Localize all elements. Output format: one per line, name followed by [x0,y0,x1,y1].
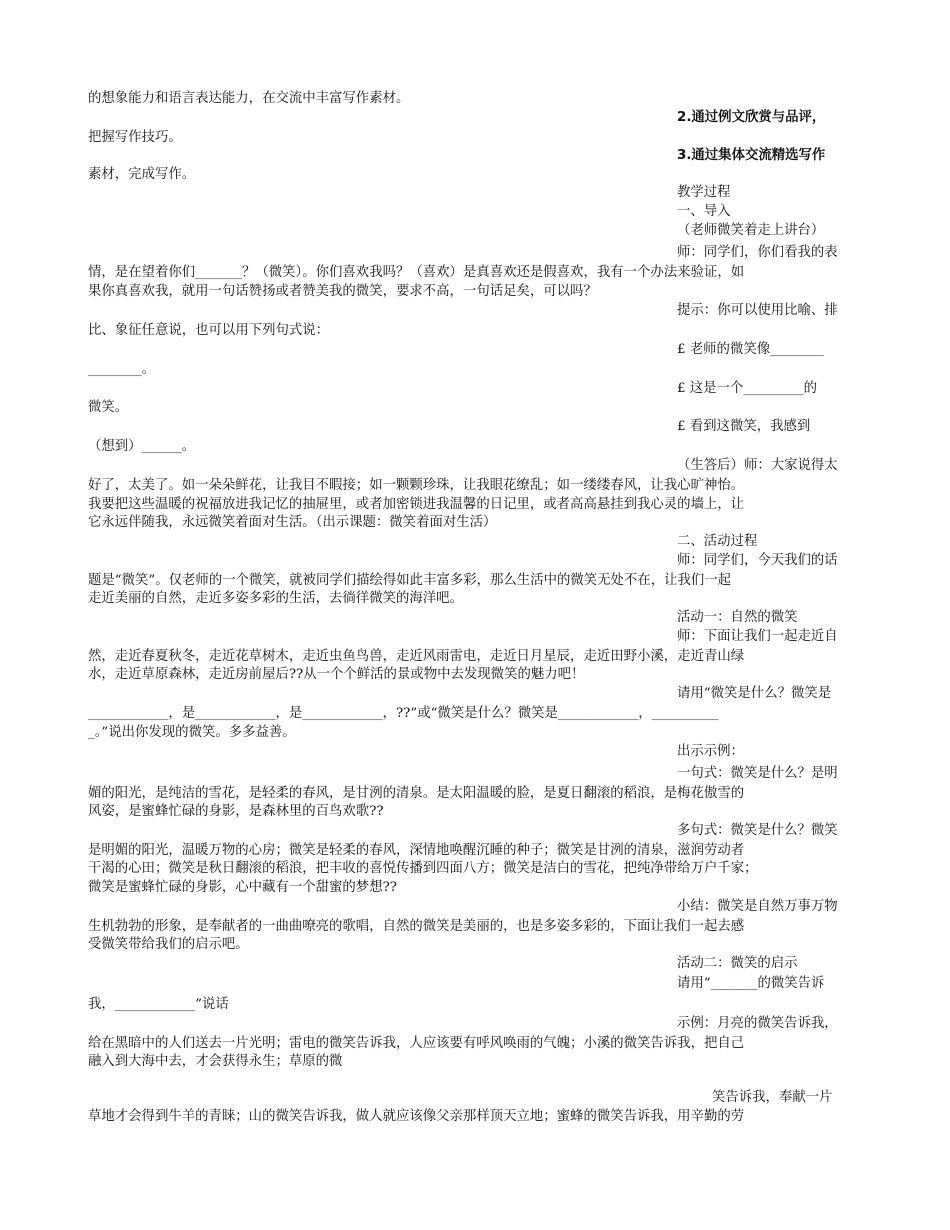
text-line: 师：同学们，今天我们的话 [677,553,838,568]
text-line: 我要把这些温暖的祝福放进我记忆的抽屉里，或者加密锁进我温馨的日记里，或者高高悬挂到我心灵的墙上，让 [88,497,745,512]
text-line: 提示：你可以使用比喻、排 [677,303,838,318]
text-line: 笑告诉我，奉献一片 [712,1090,833,1105]
bullet-line: £ 老师的微笑像________ [677,342,824,357]
activity-heading: 活动一：自然的微笑 [677,610,798,625]
text-line: 示例：月亮的微笑告诉我， [677,1016,838,1031]
objective-3: 3.通过集体交流精选写作 [677,148,826,163]
text-line: 小结：微笑是自然万事万物 [677,899,838,914]
text-line: 好了，太美了。如一朵朵鲜花，让我目不暇接；如一颗颗珍珠，让我眼花缭乱；如一缕缕春风，让我心旷神怡。 [88,478,745,493]
text-line: 它永远伴随我，永远微笑着面对生活。（出示课题：微笑着面对生活） [88,515,497,530]
text-line: 一句式：微笑是什么？是明 [677,766,838,781]
text-line: （想到）______。 [88,439,196,454]
text-line: 素材，完成写作。 [88,167,196,182]
text-line: 媚的阳光，是纯洁的雪花，是轻柔的春风，是甘洌的清泉。是太阳温暖的脸，是夏日翻滚的稻浪，是梅花傲雪的 [88,786,745,801]
text-line: 师：同学们，你们看我的表 [677,245,838,260]
text-line: 水，走近草原森林，走近房前屋后??从一个个鲜活的景或物中去发现微笑的魅力吧！ [88,667,585,682]
text-line: 风姿，是蜜蜂忙碌的身影，是森林里的百鸟欢歌?? [88,804,384,819]
text-line: （老师微笑着走上讲台） [677,223,825,238]
section-heading: 二、活动过程 [677,534,758,549]
text-line: 把握写作技巧。 [88,130,182,145]
text-line: 果你真喜欢我，就用一句话赞扬或者赞美我的微笑，要求不高，一句话足矣，可以吗？ [88,284,597,299]
text-line: 多句式：微笑是什么？微笑 [677,823,838,838]
text-line: 给在黑暗中的人们送去一片光明；雷电的微笑告诉我，人应该要有呼风唤雨的气魄；小溪的微笑告诉我，把自己 [88,1036,745,1051]
activity-heading: 活动二：微笑的启示 [677,956,798,971]
text-line: 融入到大海中去，才会获得永生；草原的微 [88,1054,343,1069]
section-heading: 教学过程 [677,185,731,200]
text-line: 是明媚的阳光，温暖万物的心房；微笑是轻柔的春风，深情地唤醒沉睡的种子；微笑是甘洌的清泉，滋润劳动者 [88,843,745,858]
bullet-line: £ 看到这微笑，我感到 [677,419,811,434]
text-line: 师：下面让我们一起走近自 [677,629,838,644]
text-line: 生机勃勃的形象，是奉献者的一曲曲嘹亮的歌唱，自然的微笑是美丽的，也是多姿多彩的，下面让我们一起去感 [88,919,745,934]
text-line: 题是“微笑”。仅老师的一个微笑，就被同学们描绘得如此丰富多彩，那么生活中的微笑无处不在，让我们一起 [88,573,732,588]
text-line: 微笑。 [88,400,129,415]
text-line: ________。 [88,362,155,377]
text-line: 的想象能力和语言表达能力，在交流中丰富写作素材。 [88,91,410,106]
text-line: 微笑是蜜蜂忙碌的身影，心中藏有一个甜蜜的梦想?? [88,880,397,895]
text-line: 请用“微笑是什么？微笑是 [677,686,832,701]
text-line: ____________，是____________，是____________，??”或“微笑是什么？微笑是____________，__________ [88,706,719,721]
text-line: 我，____________”说话 [88,997,229,1012]
text-line: 比、象征任意说，也可以用下列句式说： [88,323,330,338]
text-line: 干渴的心田；微笑是秋日翻滚的稻浪，把丰收的喜悦传播到四面八方；微笑是洁白的雪花，把纯净带给万户千家； [88,861,758,876]
text-line: 出示示例： [677,744,744,759]
text-line: 草地才会得到牛羊的青睐；山的微笑告诉我，做人就应该像父亲那样顶天立地；蜜蜂的微笑告诉我，用辛勤的劳 [88,1109,745,1124]
bullet-line: £ 这是一个_________的 [677,381,817,396]
text-line: 请用“_______的微笑告诉 [677,976,825,991]
text-line: 受微笑带给我们的启示吧。 [88,937,249,952]
text-line: 走近美丽的自然，走近多姿多彩的生活，去徜徉微笑的海洋吧。 [88,591,463,606]
text-line: 情，是在望着你们_______？（微笑）。你们喜欢我吗？（喜欢）是真喜欢还是假喜欢，我有一个办法来验证，如 [88,265,745,280]
text-line: _。”说出你发现的微笑。多多益善。 [88,725,296,740]
text-line: 然，走近春夏秋冬，走近花草树木，走近虫鱼鸟兽，走近风雨雷电，走近日月星辰，走近田野小溪，走近青山绿 [88,649,745,664]
objective-2: 2.通过例文欣赏与品评， [677,110,826,125]
text-line: （生答后）师：大家说得太 [677,458,838,473]
section-heading: 一、导入 [677,204,731,219]
